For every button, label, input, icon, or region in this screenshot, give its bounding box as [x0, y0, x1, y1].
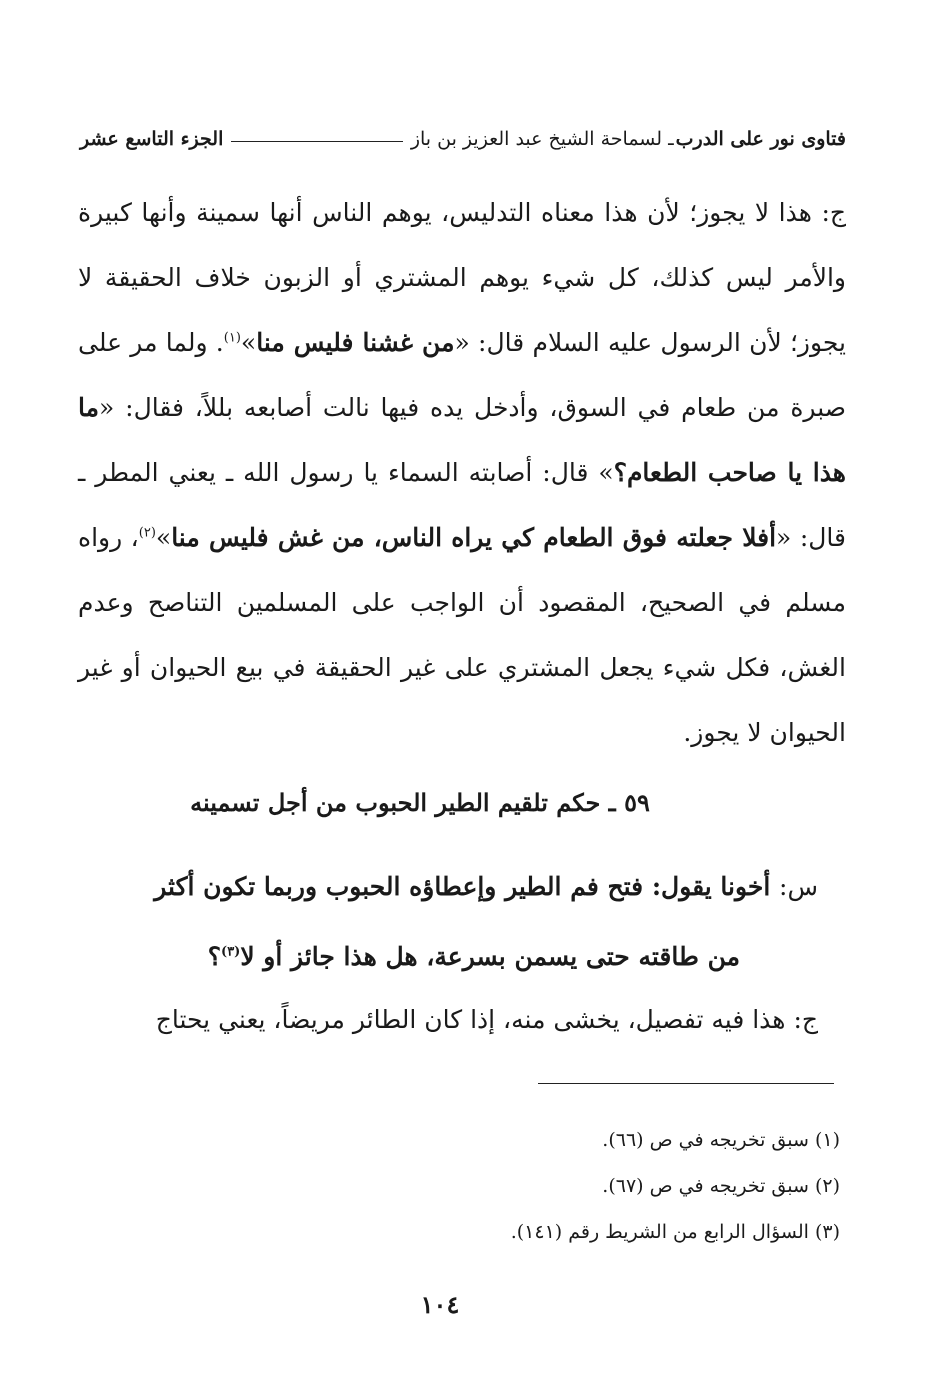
section-title: ٥٩ ـ حكم تلقيم الطير الحبوب من أجل تسمينه	[190, 788, 650, 817]
question-text: أخونا يقول: فتح فم الطير وإعطاؤه الحبوب وربما تكون أكثر	[154, 872, 771, 901]
running-header	[80, 124, 846, 154]
header-rule	[231, 141, 402, 142]
footnote-2: (٢) سبق تخريجه في ص (٦٧).	[602, 1175, 840, 1197]
answer-text: . ولما مر على صبرة من طعام في السوق، وأدخل يده فيها نالت أصابعه بللاً، فقال: «	[78, 328, 846, 422]
answer-text: هذا فيه تفصيل، يخشى منه، إذا كان الطائر مريضاً، يعني يحتاج	[155, 1005, 786, 1034]
footnote-ref: (٣)	[221, 944, 241, 960]
footnotes	[430, 1117, 840, 1255]
question-mark: ؟	[207, 942, 222, 971]
answer-paragraph-1	[78, 180, 846, 765]
question-label: س:	[779, 872, 818, 901]
header-author: ـ لسماحة الشيخ عبد العزيز بن باز	[410, 128, 674, 150]
hadith-quote: من غشنا فليس منا	[256, 328, 455, 357]
question-text: من طاقته حتى يسمن بسرعة، هل هذا جائز أو لا	[240, 942, 740, 971]
answer-text: هذا لا يجوز؛ لأن هذا معناه التدليس، يوهم الناس أنها سمينة وأنها كبيرة والأمر ليس كذلك، كل شيء يوهم المشتري أو الزبون خلاف الحقيقة لا يجوز؛ لأن الرسول عليه السلام قال: «	[78, 198, 847, 357]
header-part: الجزء التاسع عشر	[80, 128, 224, 150]
footnote-ref: (١)	[223, 330, 241, 346]
footnote-separator	[538, 1083, 834, 1084]
question-line-2	[78, 922, 818, 992]
answer-label: ج:	[793, 1005, 818, 1034]
answer-label: ج:	[821, 198, 846, 227]
hadith-quote: ما هذا يا صاحب الطعام؟	[78, 393, 846, 487]
question-line-1	[78, 852, 818, 922]
quote-close: »	[240, 328, 257, 357]
answer-text: ، رواه مسلم في الصحيح، المقصود أن الواجب على المسلمين التناصح وعدم الغش، فكل شيء يجعل المشتري على غير الحقيقة في بيع الحيوان أو غير الحيوان لا يجوز.	[78, 523, 846, 747]
footnote-ref: (٢)	[138, 525, 156, 541]
footnote-1: (١) سبق تخريجه في ص (٦٦).	[602, 1129, 840, 1151]
header-book-title: فتاوى نور على الدرب	[675, 128, 846, 150]
question-paragraph	[78, 852, 818, 992]
answer-paragraph-2	[78, 990, 818, 1050]
answer-text: » قال: أصابته السماء يا رسول الله ـ يعني المطر ـ قال: «	[78, 458, 846, 552]
footnote-3: (٣) السؤال الرابع من الشريط رقم (١٤١).	[510, 1221, 840, 1243]
hadith-quote: أفلا جعلته فوق الطعام كي يراه الناس، من غش فليس منا	[171, 523, 777, 552]
page-number: ١٠٤	[420, 1290, 460, 1319]
quote-close: »	[155, 523, 172, 552]
